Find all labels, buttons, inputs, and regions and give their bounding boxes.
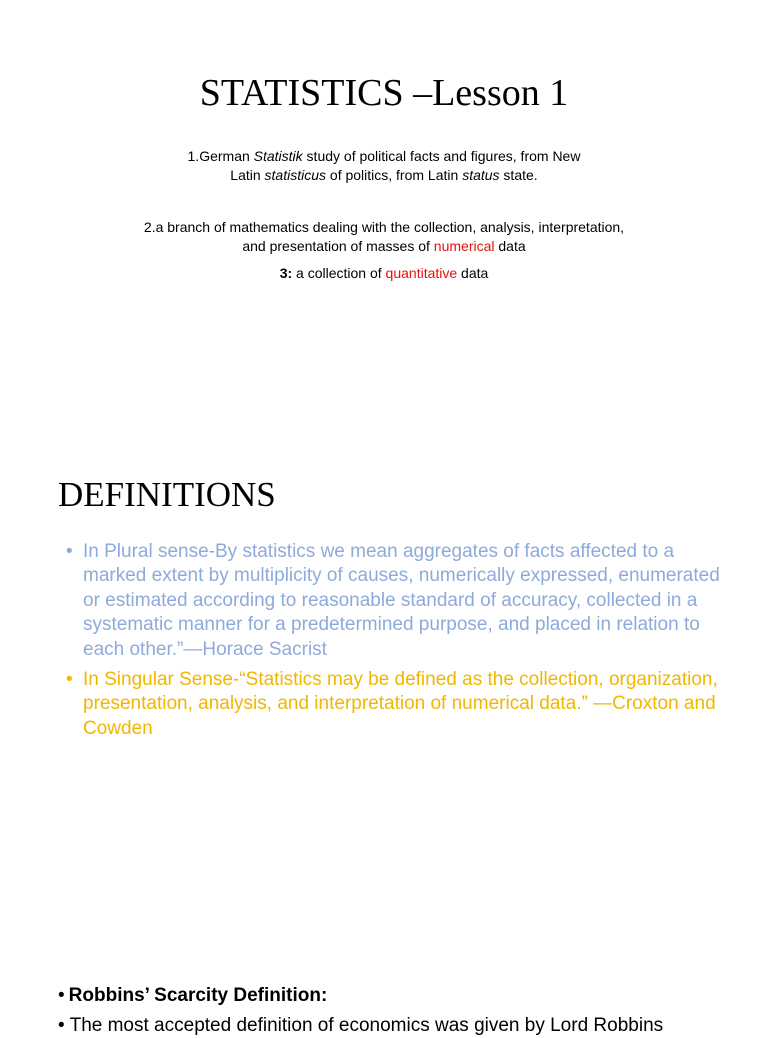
definition-2-line-2	[0, 237, 768, 256]
definition-1-italic-term: statisticus	[264, 167, 327, 183]
definition-1-line-1	[0, 147, 768, 166]
definition-1-italic-term: Statistik	[253, 148, 303, 164]
highlight-quantitative: quantitative	[385, 265, 458, 281]
definition-2	[0, 218, 768, 256]
robbins-heading-text: Robbins’ Scarcity Definition:	[68, 985, 328, 1006]
definition-1-text: state.	[499, 167, 538, 183]
list-item-plural-sense	[66, 540, 726, 662]
definition-3-number: 3:	[279, 265, 293, 281]
definitions-list	[66, 540, 726, 747]
robbins-partial-line: • The most accepted definition of economics was given by Lord Robbins	[58, 1015, 664, 1036]
definition-1-text: Latin	[230, 167, 265, 183]
definitions-heading: DEFINITIONS	[58, 475, 276, 514]
definition-3-text: data	[457, 265, 489, 281]
page-title: STATISTICS –Lesson 1	[199, 72, 569, 114]
definition-2-text: and presentation of masses of	[242, 238, 434, 254]
highlight-numerical: numerical	[433, 238, 495, 254]
list-item-text: In Singular Sense-“Statistics may be defined as the collection, organization, presentation, analysis, and interpretation of numerical data.” —Croxton and Cowden	[83, 669, 718, 739]
definition-3-text: a collection of	[292, 265, 386, 281]
definition-1-italic-term: status	[462, 167, 500, 183]
definition-3	[0, 264, 768, 283]
definition-2-line-1: 2.a branch of mathematics dealing with the collection, analysis, interpretation,	[143, 219, 625, 235]
definition-1	[0, 147, 768, 185]
robbins-heading	[58, 984, 327, 1008]
definition-1-text: 1.German	[187, 148, 254, 164]
bullet-marker: •	[58, 985, 65, 1006]
list-item-text: In Plural sense-By statistics we mean aggregates of facts affected to a marked extent by multiplicity of causes, numerically expressed, enumerated or estimated according to reasonable standard of accuracy, collected in a systematic manner for a predetermined purpose, and placed in relation to each other.”—Horace Sacrist	[83, 541, 720, 660]
definition-2-text: data	[494, 238, 526, 254]
definition-1-line-2	[0, 166, 768, 185]
list-item-singular-sense	[66, 668, 726, 741]
bullet-marker: •	[66, 669, 73, 691]
definition-1-text: of politics, from Latin	[326, 167, 463, 183]
bullet-marker: •	[66, 541, 73, 562]
definition-1-text: study of political facts and figures, from New	[302, 148, 581, 164]
